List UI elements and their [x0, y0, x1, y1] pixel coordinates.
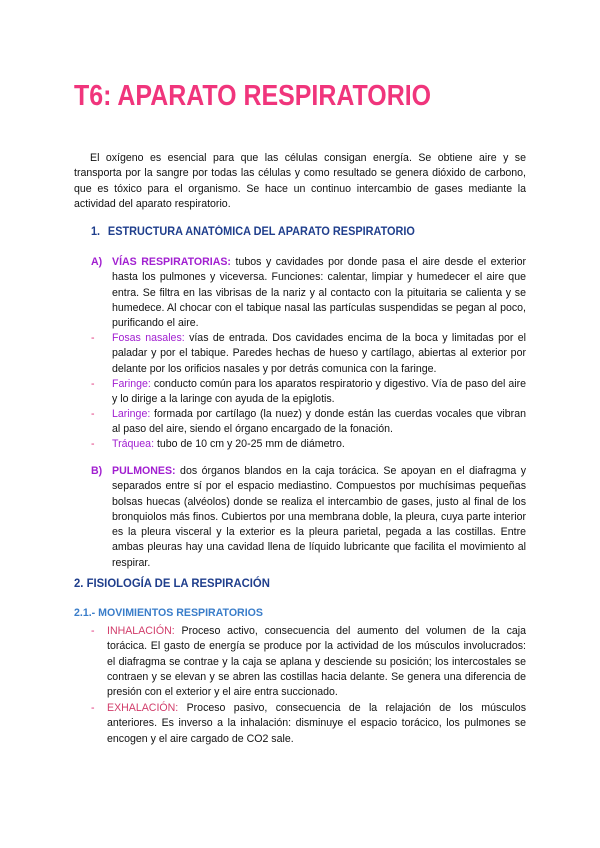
bullet-exhalacion — [91, 701, 526, 747]
label-inhalacion: INHALACIÓN: — [107, 625, 175, 637]
intro-paragraph: El oxígeno es esencial para que las células consigan energía. Se obtiene aire y se transporta por la sangre por todas las células y como resultado se genera dióxido de carbono, que es tóxico para el organismo. Se hace un continuo intercambio de gases mediante la actividad del aparato respiratorio. — [74, 152, 526, 210]
bullet-marker: - — [91, 332, 95, 344]
bullet-laringe — [91, 407, 526, 438]
section-1-heading — [91, 225, 415, 238]
text-exhalacion: Proceso pasivo, consecuencia de la relajación de los músculos anteriores. Es inverso a la inhalación: disminuye el espacio torácico, los pulmones se encogen y el aire cargado de CO2 sale. — [107, 702, 526, 745]
label-fosas-nasales: Fosas nasales: — [112, 332, 185, 344]
section-1-number: 1. — [91, 225, 101, 238]
label-faringe: Faringe: — [112, 378, 151, 390]
item-vias-respiratorias — [91, 255, 526, 331]
label-pulmones: PULMONES: — [112, 465, 176, 477]
bullet-marker: - — [91, 378, 95, 390]
label-laringe: Laringe: — [112, 408, 151, 420]
label-exhalacion: EXHALACIÓN: — [107, 702, 179, 714]
bullet-faringe — [91, 377, 526, 408]
bullet-inhalacion — [91, 624, 526, 700]
section-1-title: ESTRUCTURA ANATÓMICA DEL APARATO RESPIRATORIO — [107, 225, 415, 238]
text-traquea: tubo de 10 cm y 20-25 mm de diámetro. — [154, 438, 345, 450]
text-fosas-nasales: vías de entrada. Dos cavidades encima de la boca y limitadas por el paladar y por el tabique. Paredes hechas de hueso y cartílago, abiertas al exterior por delante por los orificios nasales y por detrás comunica con la faringe. — [112, 332, 526, 375]
bullet-marker: - — [91, 408, 95, 420]
section-2-heading: 2. FISIOLOGÍA DE LA RESPIRACIÓN — [74, 576, 270, 590]
text-vias-respiratorias: tubos y cavidades por donde pasa el aire desde el exterior hasta los pulmones y viceversa. Funciones: calentar, limpiar y humedecer el aire que entra. Se filtra en las vibrisas de la nariz y al contacto con la pituitaria se calienta y se humedece. Al chocar con el tabique nasal las partículas suspendidas se pegan al poco, purificando el aire. — [112, 256, 526, 330]
text-laringe: formada por cartílago (la nuez) y donde están las cuerdas vocales que vibran al paso del aire, siendo el órgano encargado de la fonación. — [112, 408, 526, 436]
bullet-fosas-nasales — [91, 331, 526, 377]
item-marker-a: A) — [91, 256, 103, 268]
bullet-traquea — [91, 437, 526, 452]
label-traquea: Tráquea: — [112, 438, 155, 450]
subsection-2-1-heading: 2.1.- MOVIMIENTOS RESPIRATORIOS — [74, 607, 263, 619]
item-marker-b: B) — [91, 465, 103, 477]
item-pulmones — [91, 464, 526, 571]
label-vias-respiratorias: VÍAS RESPIRATORIAS: — [112, 256, 231, 268]
text-inhalacion: Proceso activo, consecuencia del aumento del volumen de la caja torácica. El gasto de energía se produce por la actividad de los músculos involucrados: el diafragma se contrae y la caja se aplana y desciende su posición; los intercostales se contraen y se elevan y se abren las costillas hacia delante. Se genera una diferencia de presión con el exterior y el aire entra succionado. — [107, 625, 526, 699]
page-title: T6: APARATO RESPIRATORIO — [74, 80, 432, 112]
bullet-marker: - — [91, 625, 95, 637]
bullet-marker: - — [91, 438, 95, 450]
bullet-marker: - — [91, 702, 95, 714]
text-pulmones: dos órganos blandos en la caja torácica. Se apoyan en el diafragma y separados entre sí por el espacio mediastino. Compuestos por muchísimas pequeñas bolsas huecas (alvéolos) donde se realiza el intercambio de gases, justo al final de los bronquiolos más finos. Cubiertos por una membrana doble, la pleura, cuya parte interior es la pleura visceral y la exterior es la pleura parietal, pegada a las costillas. Entre ambas pleuras hay una cavidad llena de líquido lubricante que facilita el movimiento al respirar. — [112, 465, 526, 569]
text-faringe: conducto común para los aparatos respiratorio y digestivo. Vía de paso del aire y lo dirige a la laringe con ayuda de la epiglotis. — [112, 378, 526, 406]
